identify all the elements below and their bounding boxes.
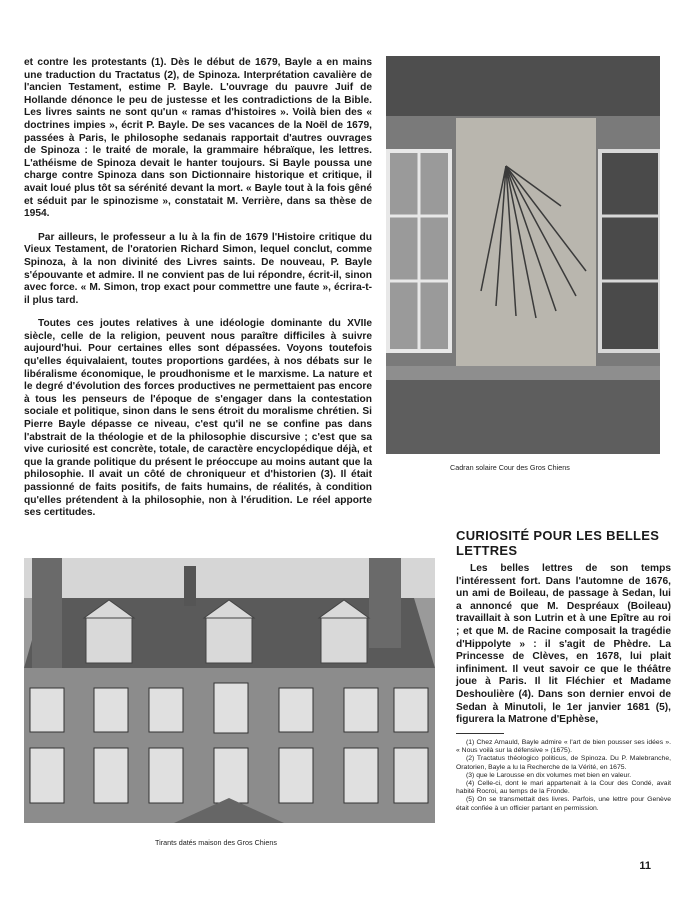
- footnote-1: (1) Chez Arnauld, Bayle admire « l'art de bien pousser ses idées ». « Nous voilà sur la défensive » (1675).: [456, 739, 671, 755]
- left-column-text: [24, 57, 372, 531]
- right-column-text: [456, 563, 671, 727]
- sundial-caption: Cadran solaire Cour des Gros Chiens: [450, 463, 570, 472]
- footnote-5: (5) On se transmettait des livres. Parfois, une lettre pour Genève était confiée à un officier partant en permission.: [456, 796, 671, 812]
- footnote-2: (2) Tractatus théologico politicus, de Spinoza. Du P. Malebranche, Oratorien, Bayle a lu la Recherche de la Vérité, en 1675.: [456, 755, 671, 771]
- section-heading: CURIOSITÉ POUR LES BELLES LETTRES: [456, 528, 660, 558]
- house-caption: Tirants datés maison des Gros Chiens: [155, 838, 277, 847]
- sundial-photo: [386, 56, 660, 454]
- paragraph-belles-lettres: Les belles lettres de son temps l'intéressent fort. Dans l'automne de 1676, un ami de Boileau, de passage à Sedan, lui a annoncé que M. Despréaux (Boileau) travaillait à son Lutrin et à une Epître au roi ; et que M. de Racine composait la tragédie d'Hippolyte » : il s'agit de Phèdre. La Princesse de Clèves, en 1678, lui plait infiniment. Il veut savoir ce que le théâtre joue à Paris. Il lit Fléchier et Madame Deshoulière (4). Dans son dernier envoi de Sedan à Minutoli, le 1er janvier 1681 (5), figurera la Matrone d'Ephèse,: [456, 563, 671, 726]
- page-number: 11: [639, 860, 651, 872]
- footnotes: [456, 739, 671, 813]
- footnote-4: (4) Celle-ci, dont le mari appartenait à la Cour des Condé, avait habité Rocroi, au temps de la Fronde.: [456, 780, 671, 796]
- house-photo-drawing: [24, 558, 435, 823]
- footnote-divider: [456, 733, 504, 734]
- footnote-3: (3) que le Larousse en dix volumes met bien en valeur.: [466, 771, 632, 779]
- paragraph-ideologie: Toutes ces joutes relatives à une idéologie dominante du XVIIe siècle, celle de la religion, peuvent nous paraître difficiles à suivre aujourd'hui. Pour certaines elles sont dépassées. Voyons toutefois qu'elles équivalaient, toutes proportions gardées, à nos débats sur le libéralisme économique, le proudhonisme et le marxisme. La nature et le degré d'évolution des forces productives ne permettaient pas encore à tous les penseurs de l'époque de s'engager dans la contestation sociale et politique, sinon dans le sens étroit du moralisme chrétien. Si Pierre Bayle dépasse ce niveau, c'est qu'il ne se confine pas dans l'abstrait de la théologie et de la philosophie discursive ; c'est que sa vive curiosité est concrète, totale, de caractère encyclopédique déjà, et que la grande politique du présent le préoccupe au moins autant que la philosophie. Il avait un côté de chroniqueur et d'historien (3). Il était passionné de faits positifs, de faits humains, de réalités, à condition qu'elles prétendent à la philosophie, non à l'érudition. Le réel apporte ses certitudes.: [24, 318, 372, 519]
- sundial-photo-drawing: [386, 56, 660, 454]
- paragraph-spinoza: et contre les protestants (1). Dès le début de 1679, Bayle a en mains une traduction du Tractatus (2), de Spinoza. Interprétation cavalière de l'ancien Testament, estime P. Bayle. L'ouvrage du pauvre Juif de Hollande dénonce le peu de justesse et les contradictions de la Bible. Les livres saints ne sont qu'un « ramas d'histoires ». Voilà bien des « doctrines impies », écrit P. Bayle. De ses vacances de la Noël de 1679, passées à Paris, le philosophe sedanais rapportait d'autres ouvrages de Spinoza : le traité de morale, la grammaire hébraïque, les lettres. L'athéisme de Spinoza devait le hanter toujours. Si Bayle poussa une charge contre Spinoza dans son Dictionnaire historique et critique, il avait loué plus tôt sa sérénité devant la mort. « Bayle tout à la fois gêné et séduit par le spinozisme », constatait M. Verrière, dans sa thèse de 1954.: [24, 57, 372, 220]
- house-photo: [24, 558, 435, 823]
- paragraph-simon: Par ailleurs, le professeur a lu à la fin de 1679 l'Histoire critique du Vieux Testament, de l'oratorien Richard Simon, lequel conclut, comme Spinoza, à la non divinité des Livres saints. De nouveau, P. Bayle s'épouvante et admire. Il ne convient pas de lui répondre, écrit-il, sinon avec force. « M. Simon, trop exact pour commettre une faute », écrira-t-il plus tard.: [24, 231, 372, 306]
